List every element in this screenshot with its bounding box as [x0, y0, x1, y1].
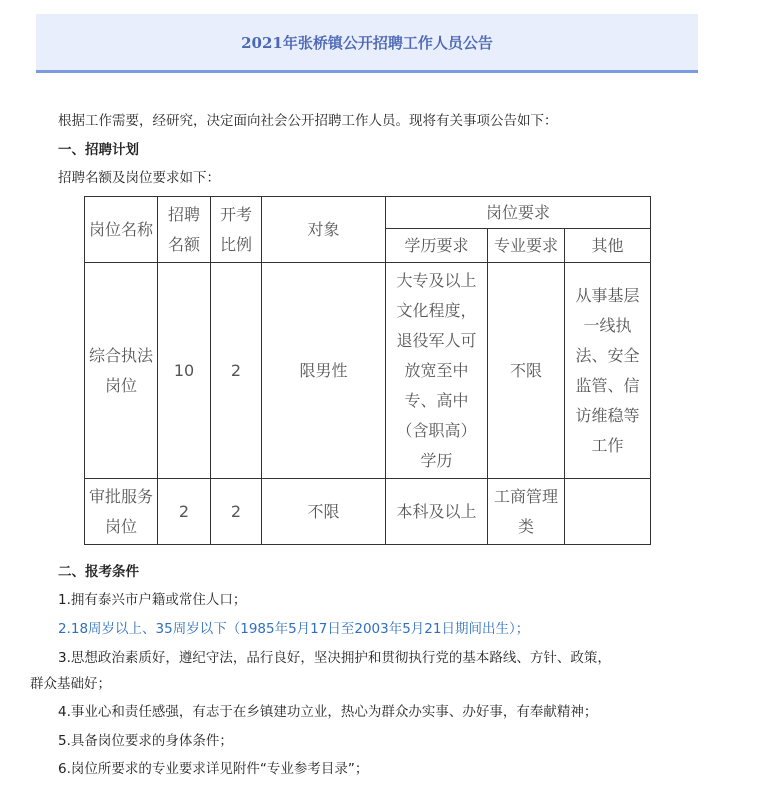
- table-row: [85, 479, 651, 545]
- header-target: 对象: [262, 197, 386, 263]
- row2-ratio: 2: [211, 479, 262, 545]
- condition-item-4: 4.事业心和责任感强，有志于在乡镇建功立业，热心为群众办实事、办好事，有奉献精神；: [58, 704, 598, 720]
- header-other: 其他: [565, 229, 651, 263]
- header-education: 学历要求: [386, 229, 488, 263]
- row1-count: 10: [158, 263, 211, 479]
- header-count: 招聘名额: [158, 197, 211, 263]
- section-heading-plan: 一、招聘计划: [58, 142, 139, 158]
- condition-item-6: 6.岗位所要求的专业要求详见附件“专业参考目录”；: [58, 761, 369, 777]
- plan-subtitle: 招聘名额及岗位要求如下：: [58, 170, 220, 186]
- table-row: [85, 263, 651, 479]
- header-major: 专业要求: [488, 229, 565, 263]
- row2-position: 审批服务岗位: [85, 479, 158, 545]
- row2-target: 不限: [262, 479, 386, 545]
- row1-other: 从事基层一线执法、安全监管、信访维稳等工作: [565, 263, 651, 479]
- condition-item-3-cont: 群众基础好；: [30, 676, 111, 692]
- section-heading-conditions: 二、报考条件: [58, 564, 139, 580]
- condition-item-1: 1.拥有泰兴市户籍或常住人口；: [58, 592, 247, 608]
- row1-target: 限男性: [262, 263, 386, 479]
- condition-item-5: 5.具备岗位要求的身体条件；: [58, 733, 233, 749]
- header-requirements: 岗位要求: [386, 197, 651, 229]
- page-title: 2021年张桥镇公开招聘工作人员公告: [241, 33, 493, 52]
- condition-item-3: 3.思想政治素质好，遵纪守法，品行良好，坚决拥护和贯彻执行党的基本路线、方针、政策，: [58, 650, 611, 666]
- row2-other: [565, 479, 651, 545]
- header-position: 岗位名称: [85, 197, 158, 263]
- row1-ratio: 2: [211, 263, 262, 479]
- row1-education: 大专及以上文化程度，退役军人可放宽至中专、高中（含职高）学历: [386, 263, 488, 479]
- row2-count: 2: [158, 479, 211, 545]
- row2-education: 本科及以上: [386, 479, 488, 545]
- recruitment-plan-table: [84, 196, 651, 545]
- row1-major: 不限: [488, 263, 565, 479]
- row1-position: 综合执法岗位: [85, 263, 158, 479]
- intro-paragraph: 根据工作需要，经研究，决定面向社会公开招聘工作人员。现将有关事项公告如下：: [58, 113, 558, 129]
- row2-major: 工商管理类: [488, 479, 565, 545]
- announcement-title-banner: [36, 14, 698, 73]
- condition-item-2: 2.18周岁以上、35周岁以下（1985年5月17日至2003年5月21日期间出生）；: [58, 621, 530, 637]
- header-ratio: 开考比例: [211, 197, 262, 263]
